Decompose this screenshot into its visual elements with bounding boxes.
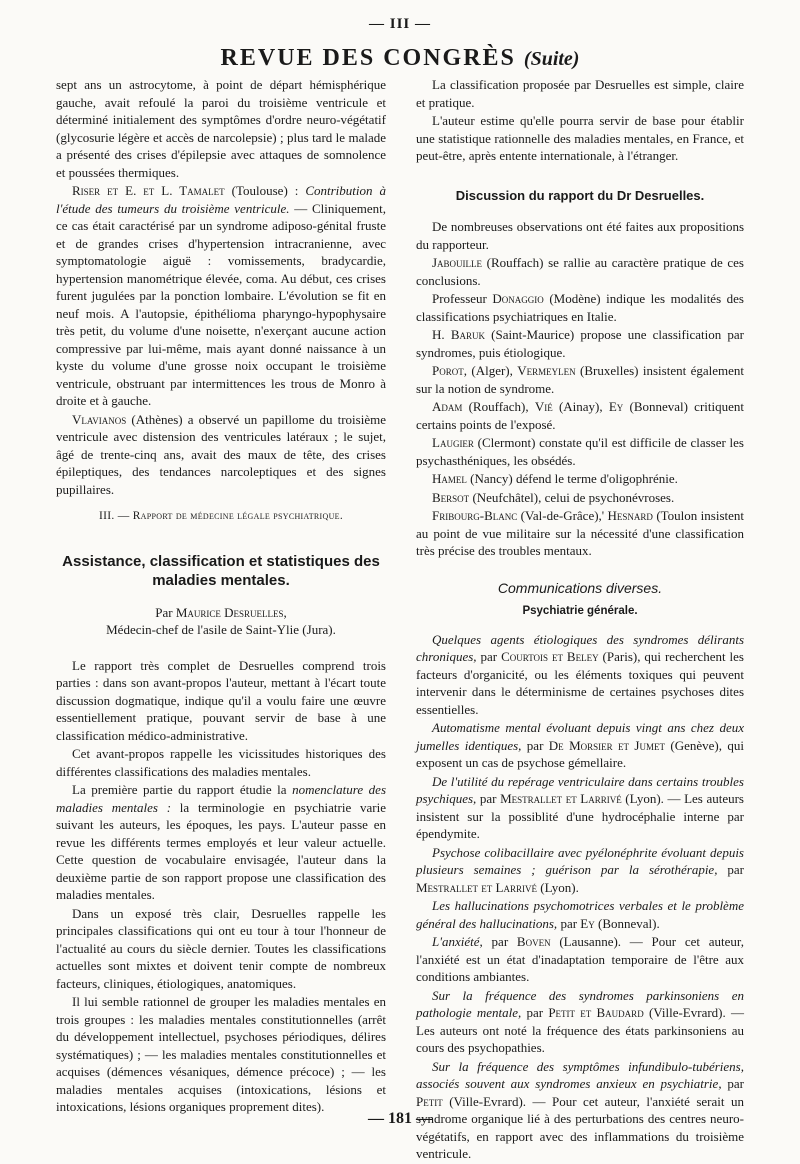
communication-item [416,897,744,932]
author-names: Donaggio [492,291,544,306]
discussion-item [416,470,744,488]
section-heading: III. — Rapport de médecine légale psychiatrique. [98,510,344,522]
text: (Rouffach) se rallie au caractère pratique de ces conclusions. [416,255,744,288]
text: (Paris), qui recherchent les facteurs d'organicité, ou les éléments toxiques qui peuvent intervenir dans le déterminisme de certaines psychoses dites essentielles. [416,649,744,717]
paper-title: L'anxiété, [432,934,483,949]
text: par [521,737,549,753]
text: (Lyon). [537,879,579,895]
communication-item [416,719,744,772]
running-header [0,44,800,73]
author-names: Ey [608,399,624,414]
header-title: REVUE DES CONGRÈS [220,45,516,71]
communication-item [416,933,744,986]
text: (Lausanne). — Pour cet auteur, l'anxiété est un état d'inadaptation temporaire de l'être aux conditions ambiantes. [416,934,744,984]
paper-title: Quelques agents étiologiques des syndromes délirants chroniques, [416,631,744,664]
paper-title: De l'utilité du repérage ventriculaire dans certains troubles psychiques, [416,773,744,806]
text: (Ville-Evrard). — Les auteurs ont noté la fréquence des états parkinsoniens au cours des psychopathies. [416,1005,744,1055]
author-names: Vlavianos [72,411,127,427]
text: (Clermont) constate qu'il est difficile de classer les psychasthéniques, les obsédés. [416,435,744,468]
paragraph: Le rapport très complet de Desruelles comprend trois parties : dans son avant-propos l'auteur, mettant à l'écart toute discussion dogmatique, indique qu'il a voulu faire une œuvre essentiellement pratique, pouvant servir de base à une classification médico-administrative. [56,657,386,743]
text: par [557,915,581,931]
paper-title: Psychose colibacillaire avec pyélonéphrite évoluant depuis plusieurs semaines ; guérison par la sérothérapie, [416,844,744,877]
communication-item [416,844,744,897]
paper-title: Automatisme mental évoluant depuis vingt ans chez deux jumelles identiques, [416,720,744,753]
discussion-item [416,362,744,397]
byline-prefix: Par [155,604,176,620]
text: par [717,862,744,877]
author-names: Porot [432,363,464,378]
emphasis: nomenclature des maladies mentales : [56,782,386,815]
paragraph: La classification proposée par Desruelles est simple, claire et pratique. [416,77,744,110]
author-names: Fribourg-Blanc [432,508,518,523]
affiliation: Médecin-chef de l'asile de Saint-Ylie (Jura). [106,622,336,637]
paragraph-riser [56,182,386,410]
paragraph: Cet avant-propos rappelle les vicissitudes historiques des différentes classifications des maladies mentales. [56,746,386,779]
author-names: Riser et E. et L. Tamalet [72,183,225,198]
byline [56,604,386,622]
text: par [521,1005,549,1020]
discussion-item [416,434,744,469]
article-title: Assistance, classification et statistiques des maladies mentales. [62,552,380,589]
paragraph-continuation: sept ans un astrocytome, à point de départ hémisphérique gauche, avait refoulé la paroi du troisième ventricule et déterminé initialement des symptômes d'ordre neuro-végétatif (glycosurie légère et accès de narcolepsie) ; plus tard le malade a présenté des crises d'épilepsie avec attaques de somnolence et poussées thermiques. [56,77,386,180]
paper-title: Sur la fréquence des syndromes parkinsoniens en pathologie mentale, [416,987,744,1020]
text: (Toulon insistent au point de vue militaire sur la nécessité d'une classification très précise des troubles mentaux. [416,508,744,558]
text: (Neufchâtel), celui de psychonévroses. [469,489,675,505]
author-names: Jabouille [432,255,483,270]
author-names: Mestrallet et Larrivé [416,879,537,895]
paper-title: Contribution à l'étude des tumeurs du troisième ventricule. [56,183,387,216]
author-place: (Toulouse) : [224,183,306,198]
paragraph [56,781,386,904]
author-names: Petit [416,1093,443,1109]
paragraph: Dans un exposé très clair, Desruelles rappelle les principales classifications qui ont eu tour à tour l'honneur de l'actualité au cours du siècle dernier. Toutes les classifications actuelles sont mixtes et doivent tenir compte de nombreux facteurs, cliniques, étiologiques, anatomiques. [56,905,386,991]
discussion-item [416,507,744,560]
author-names: Hamel [432,471,467,486]
author-names: Vié [534,399,553,414]
text: (Bonneval) critiquent certains points de l'exposé. [416,399,744,432]
psychiatrie-heading: Psychiatrie générale. [522,605,638,617]
text: Professeur [432,291,493,306]
text: (Bonneval). [594,915,660,931]
author-names: Hesnard [607,508,653,523]
text: (Ainay), [552,399,609,414]
text: (Rouffach), [462,399,535,414]
page-marker: — III — [368,16,431,32]
text: (Nancy) défend le terme d'oligophrénie. [466,471,678,486]
author-names: De Morsier et Jumet [548,737,665,753]
author-names: Courtois et Beley [501,649,599,664]
discussion-item [416,398,744,433]
text: (Modène) indique les modalités des classifications psychiatriques en Italie. [416,291,744,324]
communications-heading: Communications diverses. [497,579,663,596]
paper-title: Les hallucinations psychomotrices verbales et le problème général des hallucinations, [416,898,744,931]
header-suite: (Suite) [523,48,580,70]
text: (Saint-Maurice) propose une classification par syndromes, puis étiologique. [416,327,745,360]
author-names: Vermeylen [517,363,576,378]
author-names: Mestrallet et Larrivé [500,791,622,806]
discussion-item [416,489,744,507]
author-names: H. Baruk [432,327,485,342]
paragraph: De nombreuses observations ont été faites aux propositions du rapporteur. [416,219,744,252]
author-names: Ey [580,915,595,931]
text: par [721,1076,744,1091]
author-names: Bersot [432,489,470,505]
text: (Lyon). — Les auteurs insistent sur la possiblité d'une hydrocéphalie interne par épendymite. [416,791,744,841]
author-names: Petit et Baudard [548,1005,644,1020]
discussion-heading: Discussion du rapport du Dr Desruelles. [455,187,705,203]
text: par [476,791,501,806]
paper-summary: (Athènes) a observé un papillome du troisième ventricule avec distension des ventricules latéraux ; le sujet, âgé de trente-cinq ans, avait des maux de tête, des crises épileptiques, des tendances narcoleptiques et des signes pupillaires. [56,411,386,497]
right-column [416,76,744,1164]
page-number: — 181 — [368,1110,432,1127]
text: la terminologie en psychiatrie varie suivant les auteurs, les époques, les pays. L'auteur passe en revue les différents termes employés et leur valeur actuelle. Cette question de vocabulaire envisagée, l'auteur dans la deuxième partie de son rapport propose une classification des maladies mentales. [56,799,386,902]
text: (Bruxelles) insistent également sur la notion de syndrome. [416,363,744,396]
text: par [482,934,517,949]
text: (Genève), qui exposent un cas de psychose gémellaire. [416,737,744,770]
text: , (Alger), [463,363,518,378]
discussion-item [416,254,744,289]
text: (Val-de-Grâce),' [517,508,608,523]
author-names: Adam [432,399,463,414]
paragraph: L'auteur estime qu'elle pourra servir de base pour établir une statistique rationnelle des maladies mentales, en France, et peut-être, après entente internationale, à l'étranger. [416,113,744,163]
paper-summary: — Cliniquement, ce cas était caractérisé par un syndrome adiposo-génital fruste et de grandes crises d'hypertension intracranienne, avec symptomatologie aiguë : vomissements, bradycardie, hypertension manométrique élevée, coma. Au début, ces crises furent jugulées par la ponction lombaire. L'évolution se fit en neuf mois. A l'autopsie, épithélioma pharyngo-hypophysaire très petit, du volume d'une noisette, n'exerçant aucune action compressive par lui-même, mais ayant donné naissance à un kyste du volume d'une grosse noix occupant le troisième ventricule, obstruant par intermittences les trous de Monro à droite et à gauche. [56,200,386,408]
text: La première partie du rapport étudie la [72,782,293,797]
author-names: Laugier [432,435,474,450]
communication-item [416,631,744,719]
byline-name: Maurice Desruelles, [175,604,287,620]
left-column [56,76,386,1117]
text: (Ville-Evrard). — Pour cet auteur, l'anxiété serait un syndrome organique lié à des perturbations des centres neuro-végétatifs, en rapport avec des inflammations du troisième ventricule. [416,1093,744,1161]
paragraph: Il lui semble rationnel de grouper les maladies mentales en trois groupes : les maladies mentales constitutionnelles (arrêt du développement intellectuel, psychoses périodiques, délires systématiques) ; — les maladies mentales constitutionnelles et acquises (démences vésaniques, démence précoce) ; — les maladies mentales acquises (intoxications, lésions et intoxications, lésions organiques proprement dites). [56,994,386,1114]
author-names: Boven [516,934,551,949]
communication-item [416,773,744,843]
paper-title: Sur la fréquence des symptômes infundibulo-tubériens, associés souvent aux syndromes anxieux en psychiatrie, [416,1058,744,1091]
discussion-item [416,326,744,361]
text: par [476,649,502,664]
discussion-item [416,290,744,325]
communication-item [416,987,744,1057]
paragraph-vlavianos [56,411,386,499]
